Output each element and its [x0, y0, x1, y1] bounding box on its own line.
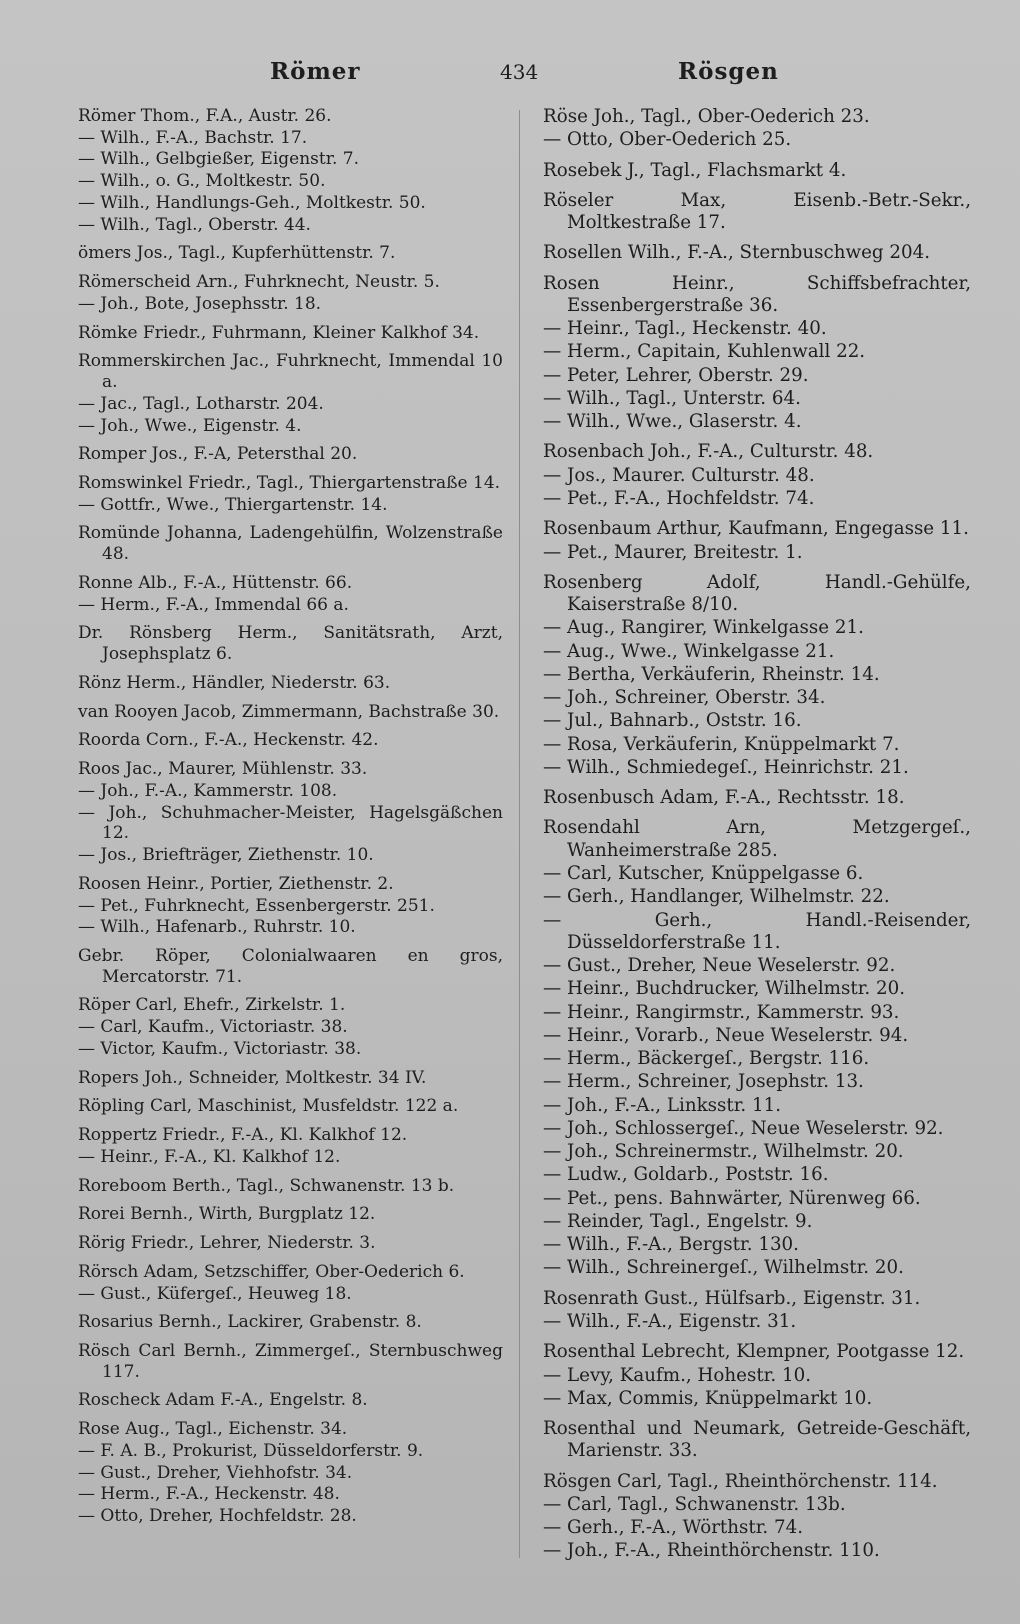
directory-entry: — Wilh., Hafenarb., Ruhrstr. 10. — [78, 917, 356, 938]
running-head-left: Römer — [270, 58, 361, 85]
directory-entry: Roppertz Friedr., F.-A., Kl. Kalkhof 12. — [78, 1125, 408, 1146]
directory-entry: — F. A. B., Prokurist, Düsseldorferstr. 9. — [78, 1440, 424, 1461]
directory-entry: — Joh., F.-A., Rheinthörchenstr. 110. — [543, 1540, 880, 1562]
directory-entry: — Gerh., Handlanger, Wilhelmstr. 22. — [543, 886, 890, 908]
directory-entry: — Gust., Dreher, Neue Weselerstr. 92. — [543, 955, 896, 977]
directory-entry: Dr. Rönsberg Herm., Sanitätsrath, Arzt, Josephsplatz 6. — [78, 623, 503, 665]
directory-entry: Rosen Heinr., Schiffsbefrachter, Essenbergerstraße 36. — [543, 272, 971, 316]
directory-entry: — Heinr., Buchdrucker, Wilhelmstr. 20. — [543, 978, 906, 1000]
directory-entry: — Heinr., Rangirmstr., Kammerstr. 93. — [543, 1001, 900, 1023]
directory-entry: — Jos., Briefträger, Ziethenstr. 10. — [78, 845, 374, 866]
directory-entry: ömers Jos., Tagl., Kupferhüttenstr. 7. — [78, 243, 396, 264]
directory-entry: Rosenberg Adolf, Handl.-Gehülfe, Kaiserstraße 8/10. — [543, 571, 971, 616]
directory-entry: — Peter, Lehrer, Oberstr. 29. — [543, 364, 809, 386]
directory-entry: — Otto, Ober-Oederich 25. — [543, 129, 792, 151]
directory-entry: — Pet., F.-A., Hochfeldstr. 74. — [543, 487, 815, 509]
page-number: 434 — [500, 60, 539, 84]
directory-entry: Rose Aug., Tagl., Eichenstr. 34. — [78, 1419, 348, 1440]
directory-entry: — Aug., Rangirer, Winkelgasse 21. — [543, 617, 864, 639]
directory-entry: Rösch Carl Bernh., Zimmergeſ., Sternbuschweg 117. — [78, 1340, 503, 1382]
directory-entry: — Heinr., F.-A., Kl. Kalkhof 12. — [78, 1146, 341, 1167]
directory-entry: Rosendahl Arn, Metzgergeſ., Wanheimerstraße 285. — [543, 817, 971, 861]
directory-entry: — Joh., Schlossergeſ., Neue Weselerstr. 92. — [543, 1117, 944, 1139]
directory-entry: Rosarius Bernh., Lackirer, Grabenstr. 8. — [78, 1312, 422, 1333]
directory-entry: — Herm., Bäckergeſ., Bergstr. 116. — [543, 1048, 870, 1070]
directory-entry: — Joh., Bote, Josephsstr. 18. — [78, 293, 322, 314]
directory-entry: Römer Thom., F.A., Austr. 26. — [78, 106, 332, 126]
directory-entry: Röse Joh., Tagl., Ober-Oederich 23. — [543, 106, 870, 127]
directory-entry: Römke Friedr., Fuhrmann, Kleiner Kalkhof 34. — [78, 322, 480, 343]
directory-entry: Romper Jos., F.-A, Petersthal 20. — [78, 444, 358, 465]
directory-entry: Rosenbach Joh., F.-A., Culturstr. 48. — [543, 441, 874, 463]
directory-entry: Röpling Carl, Maschinist, Musfeldstr. 122 a. — [78, 1096, 459, 1117]
directory-entry: Romünde Johanna, Ladengehülfin, Wolzenstraße 48. — [78, 523, 503, 565]
page-header — [0, 58, 1020, 94]
directory-entry: Rönz Herm., Händler, Niederstr. 63. — [78, 672, 391, 693]
directory-entry: Römerscheid Arn., Fuhrknecht, Neustr. 5. — [78, 272, 440, 293]
directory-entry: — Aug., Wwe., Winkelgasse 21. — [543, 640, 835, 662]
directory-entry: — Herm., F.-A., Heckenstr. 48. — [78, 1484, 340, 1505]
directory-entry: Rosenbusch Adam, F.-A., Rechtsstr. 18. — [543, 787, 905, 809]
directory-entry: — Max, Commis, Knüppelmarkt 10. — [543, 1387, 873, 1409]
directory-entry: — Joh., F.-A., Kammerstr. 108. — [78, 780, 338, 801]
directory-entry: — Joh., Wwe., Eigenstr. 4. — [78, 415, 302, 436]
directory-entry: — Joh., Schreiner, Oberstr. 34. — [543, 687, 826, 709]
directory-entry: — Otto, Dreher, Hochfeldstr. 28. — [78, 1506, 357, 1527]
directory-entry: — Heinr., Vorarb., Neue Weselerstr. 94. — [543, 1024, 909, 1046]
directory-entry: — Jos., Maurer. Culturstr. 48. — [543, 464, 815, 486]
directory-entry: Rosebek J., Tagl., Flachsmarkt 4. — [543, 159, 847, 181]
directory-entry: — Wilh., Tagl., Oberstr. 44. — [78, 214, 311, 235]
directory-entry: — Gust., Küfergeſ., Heuweg 18. — [78, 1283, 352, 1304]
directory-entry: Rosenthal und Neumark, Getreide-Geschäft, Marienstr. 33. — [543, 1418, 971, 1462]
directory-entry: — Wilh., F.-A., Eigenstr. 31. — [543, 1311, 797, 1333]
directory-entry: — Joh., F.-A., Linksstr. 11. — [543, 1094, 782, 1116]
directory-entry: — Herm., Capitain, Kuhlenwall 22. — [543, 341, 866, 363]
directory-entry: Roosen Heinr., Portier, Ziethenstr. 2. — [78, 873, 394, 894]
directory-entry: — Jac., Tagl., Lotharstr. 204. — [78, 393, 324, 414]
directory-entry: — Joh., Schuhmacher-Meister, Hagelsgäßchen 12. — [78, 802, 503, 844]
directory-entry: — Carl, Kaufm., Victoriastr. 38. — [78, 1017, 348, 1038]
directory-entry: — Victor, Kaufm., Victoriastr. 38. — [78, 1038, 362, 1059]
directory-entry: Roorda Corn., F.-A., Heckenstr. 42. — [78, 730, 379, 751]
directory-entry: — Pet., Maurer, Breitestr. 1. — [543, 541, 803, 563]
directory-entry: — Wilh., Handlungs-Geh., Moltkestr. 50. — [78, 192, 426, 213]
directory-entry: — Ludw., Goldarb., Poststr. 16. — [543, 1164, 829, 1186]
directory-entry: Rorei Bernh., Wirth, Burgplatz 12. — [78, 1204, 376, 1225]
directory-entry: — Wilh., Wwe., Glaserstr. 4. — [543, 411, 802, 433]
directory-entry: Röper Carl, Ehefr., Zirkelstr. 1. — [78, 995, 346, 1016]
directory-entry: Rosenthal Lebrecht, Klempner, Pootgasse 12. — [543, 1341, 965, 1363]
directory-entry: — Gottfr., Wwe., Thiergartenstr. 14. — [78, 494, 388, 515]
directory-entry: Ropers Joh., Schneider, Moltkestr. 34 IV. — [78, 1067, 427, 1088]
running-head-right: Rösgen — [678, 58, 779, 85]
directory-entry: van Rooyen Jacob, Zimmermann, Bachstraße 30. — [78, 701, 500, 722]
directory-entry: — Gust., Dreher, Viehhofstr. 34. — [78, 1462, 353, 1483]
directory-entry: — Heinr., Tagl., Heckenstr. 40. — [543, 318, 827, 340]
directory-entry: Ronne Alb., F.-A., Hüttenstr. 66. — [78, 572, 353, 593]
directory-entry: — Gerh., F.-A., Wörthstr. 74. — [543, 1517, 804, 1539]
directory-entry: — Wilh., Tagl., Unterstr. 64. — [543, 387, 801, 409]
directory-entry: Roos Jac., Maurer, Mühlenstr. 33. — [78, 759, 368, 780]
directory-entry: — Joh., Schreinermstr., Wilhelmstr. 20. — [543, 1141, 904, 1163]
directory-entry: — Reinder, Tagl., Engelstr. 9. — [543, 1210, 813, 1232]
directory-entry: Rösgen Carl, Tagl., Rheinthörchenstr. 114. — [543, 1470, 938, 1492]
directory-entry: Rosenrath Gust., Hülfsarb., Eigenstr. 31. — [543, 1287, 921, 1309]
directory-entry: — Bertha, Verkäuferin, Rheinstr. 14. — [543, 663, 880, 685]
directory-entry: — Wilh., Schmiedegeſ., Heinrichstr. 21. — [543, 756, 909, 778]
directory-entry: — Rosa, Verkäuferin, Knüppelmarkt 7. — [543, 733, 900, 755]
directory-entry: Roscheck Adam F.-A., Engelstr. 8. — [78, 1390, 368, 1411]
directory-entry: — Gerh., Handl.-Reisender, Düsseldorferstraße 11. — [543, 909, 971, 953]
directory-entry: — Wilh., o. G., Moltkestr. 50. — [78, 171, 326, 192]
directory-entry: — Carl, Kutscher, Knüppelgasse 6. — [543, 862, 864, 884]
directory-entry: Rörig Friedr., Lehrer, Niederstr. 3. — [78, 1233, 376, 1254]
right-column — [543, 106, 971, 1564]
directory-entry: — Wilh., F.-A., Bachstr. 17. — [78, 127, 308, 148]
directory-entry: — Wilh., Gelbgießer, Eigenstr. 7. — [78, 149, 360, 170]
directory-entry: Rörsch Adam, Setzschiffer, Ober-Oederich 6. — [78, 1261, 465, 1282]
directory-entry: — Levy, Kaufm., Hohestr. 10. — [543, 1364, 812, 1386]
column-divider — [519, 110, 520, 1558]
directory-entry: — Wilh., F.-A., Bergstr. 130. — [543, 1234, 799, 1256]
directory-entry: — Herm., Schreiner, Josephstr. 13. — [543, 1071, 864, 1093]
directory-entry: Rosenbaum Arthur, Kaufmann, Engegasse 11. — [543, 518, 969, 540]
directory-entry: — Herm., F.-A., Immendal 66 a. — [78, 594, 349, 615]
directory-entry: — Wilh., Schreinergeſ., Wilhelmstr. 20. — [543, 1257, 904, 1279]
directory-entry: Röseler Max, Eisenb.-Betr.-Sekr., Moltkestraße 17. — [543, 189, 971, 234]
left-column — [78, 106, 503, 1528]
directory-entry: Gebr. Röper, Colonialwaaren en gros, Mercatorstr. 71. — [78, 945, 503, 987]
directory-entry: Rommerskirchen Jac., Fuhrknecht, Immendal 10 a. — [78, 351, 503, 393]
directory-entry: Romswinkel Friedr., Tagl., Thiergartenstraße 14. — [78, 473, 501, 494]
directory-entry: — Pet., Fuhrknecht, Essenbergerstr. 251. — [78, 895, 435, 916]
directory-entry: — Carl, Tagl., Schwanenstr. 13b. — [543, 1493, 846, 1515]
directory-entry: — Jul., Bahnarb., Oststr. 16. — [543, 710, 802, 732]
directory-entry: Rosellen Wilh., F.-A., Sternbuschweg 204. — [543, 242, 930, 264]
directory-entry: — Pet., pens. Bahnwärter, Nürenweg 66. — [543, 1187, 921, 1209]
directory-entry: Roreboom Berth., Tagl., Schwanenstr. 13 b. — [78, 1175, 455, 1196]
